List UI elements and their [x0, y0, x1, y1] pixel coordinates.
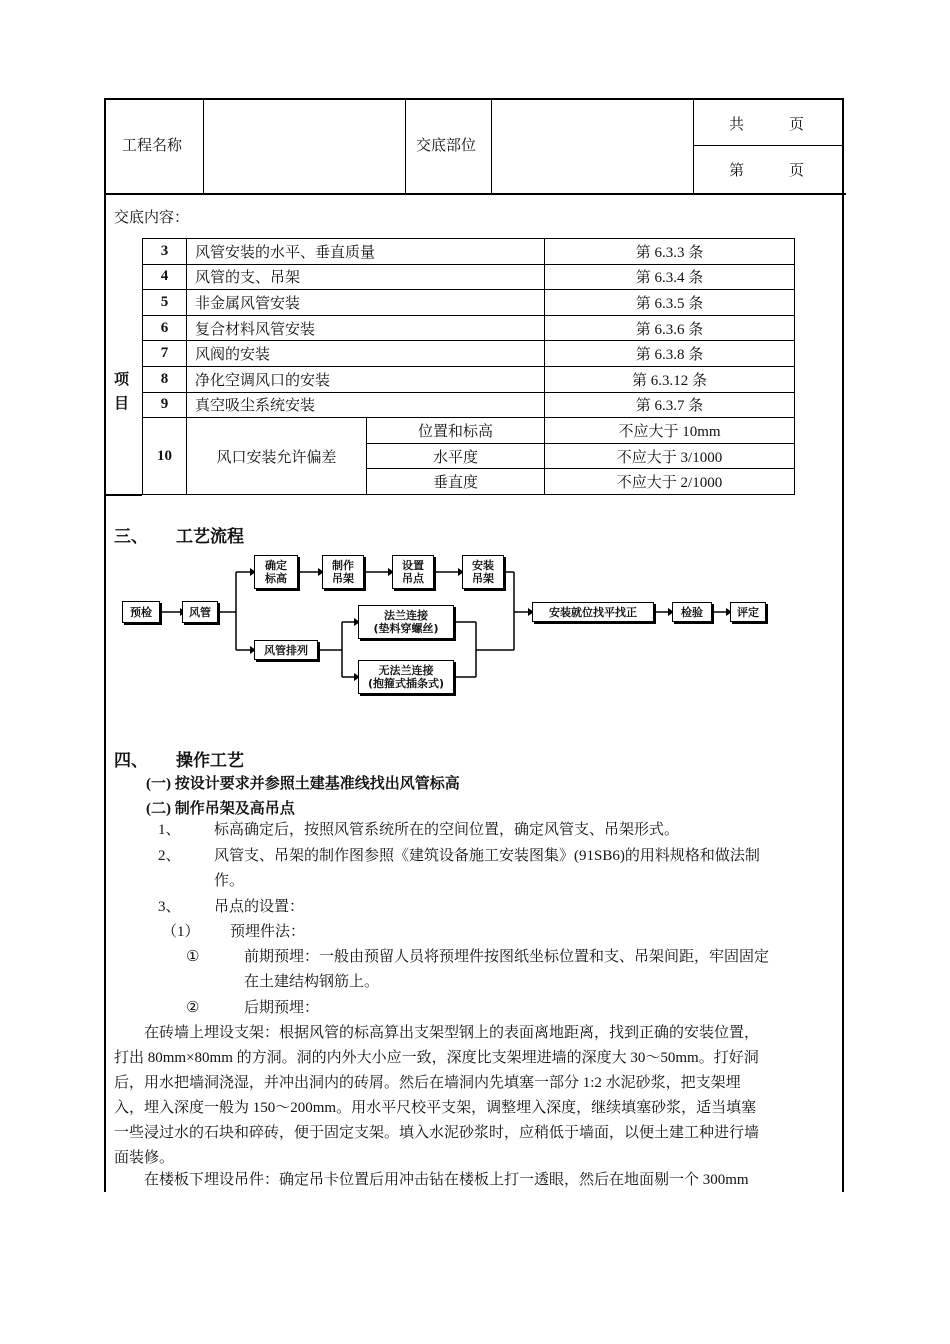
flow-step-yujian: 预检 [122, 601, 160, 623]
item-no: 8 [143, 366, 187, 392]
item-ref: 第 6.3.12 条 [545, 366, 795, 392]
flow-step-jiuwei: 安装就位找平找正 [532, 602, 654, 622]
item-name: 风管安装的水平、垂直质量 [187, 239, 545, 265]
paragraph-line: 面装修。 [114, 1150, 175, 1166]
tolerance-key: 位置和标高 [367, 418, 545, 444]
list-num-1: 1、 [158, 822, 181, 838]
tolerance-value: 不应大于 2/1000 [545, 469, 795, 495]
list-text-3: 吊点的设置： [214, 899, 305, 915]
flow-step-fengguan: 风管 [182, 601, 218, 623]
paragraph-line: 入，埋入深度一般为 150～200mm。用水平尺校平支架，调整埋入深度，继续填塞砂浆，适当填塞 [114, 1100, 757, 1116]
item-name: 真空吸尘系统安装 [187, 392, 545, 418]
flow-step-zhizuo: 制作 吊架 [322, 555, 364, 589]
items-label-char-2: 目 [114, 396, 130, 412]
flow-step-shezhi: 设置 吊点 [392, 555, 434, 589]
list-text-2: 风管支、吊架的制作图参照《建筑设备施工安装图集》(91SB6)的用料规格和做法制 [214, 848, 760, 864]
content-label: 交底内容： [114, 210, 190, 226]
paragraph-line: 后，用水把墙洞浇湿，并冲出洞内的砖屑。然后在墙洞内先填塞一部分 1:2 水泥砂浆，把支架埋 [114, 1075, 741, 1091]
item-no: 4 [143, 264, 187, 290]
paragraph-line: 在砖墙上埋设支架：根据风管的标高算出支架型钢上的表面离地距离，找到正确的安装位置， [114, 1025, 760, 1041]
item-name: 非金属风管安装 [187, 290, 545, 316]
flow-step-pailie: 风管排列 [254, 640, 318, 660]
circle-text-2: 后期预埋： [244, 1000, 320, 1016]
page-number: 第 页 [729, 163, 805, 179]
flow-step-falan: 法兰连接 (垫料穿螺丝) [358, 605, 454, 639]
flow-step-queding: 确定 标高 [254, 555, 298, 589]
item-name: 风管的支、吊架 [187, 264, 545, 290]
project-name-label: 工程名称 [122, 138, 183, 154]
paragraph-floor-slab: 在楼板下埋设吊件：确定吊卡位置后用冲击钻在楼板上打一透眼，然后在地面剔一个 300mm [114, 1172, 749, 1188]
section4-heading: 四、 操作工艺 [114, 751, 244, 770]
section3-heading: 三、 工艺流程 [114, 527, 244, 546]
tolerance-key: 水平度 [367, 443, 545, 469]
item-ref: 第 6.3.7 条 [545, 392, 795, 418]
item-name: 净化空调风口的安装 [187, 366, 545, 392]
tolerance-value: 不应大于 10mm [545, 418, 795, 444]
item-no: 3 [143, 239, 187, 265]
items-label-char-1: 项 [114, 372, 130, 388]
subheading-2: (二) 制作吊架及高吊点 [146, 801, 295, 817]
item-name: 风口安装允许偏差 [187, 418, 367, 495]
item-name: 复合材料风管安装 [187, 315, 545, 341]
item-ref: 第 6.3.5 条 [545, 290, 795, 316]
circle-num-1: ① [186, 949, 200, 965]
flow-step-jianyan: 检验 [672, 602, 712, 622]
flow-step-wufalan: 无法兰连接 (抱箍式插条式) [358, 660, 454, 694]
list-num-2: 2、 [158, 848, 181, 864]
tolerance-value: 不应大于 3/1000 [545, 443, 795, 469]
item-ref: 第 6.3.6 条 [545, 315, 795, 341]
flow-step-pingding: 评定 [730, 602, 766, 622]
list-text-1: 标高确定后，按照风管系统所在的空间位置，确定风管支、吊架形式。 [214, 822, 680, 838]
item-no: 7 [143, 341, 187, 367]
item-ref: 第 6.3.8 条 [545, 341, 795, 367]
item-name: 风阀的安装 [187, 341, 545, 367]
paragraph-line: 一些浸过水的石块和碎砖，便于固定支架。填入水泥砂浆时，应稍低于墙面，以便土建工种进行墙 [114, 1125, 760, 1141]
circle-text-1b: 在土建结构钢筋上。 [244, 974, 380, 990]
item-ref: 第 6.3.4 条 [545, 264, 795, 290]
sublist-num-1: （1） [162, 924, 200, 940]
item-no: 10 [143, 418, 187, 495]
circle-text-1a: 前期预埋：一般由预留人员将预埋件按图纸坐标位置和支、吊架间距，牢固固定 [244, 949, 770, 965]
item-no: 6 [143, 315, 187, 341]
subheading-1: (一) 按设计要求并参照土建基准线找出风管标高 [146, 776, 460, 792]
sublist-text-1: 预埋件法： [230, 924, 306, 940]
item-ref: 第 6.3.3 条 [545, 239, 795, 265]
paragraph-brick-wall [114, 1021, 842, 1171]
paragraph-line: 打出 80mm×80mm 的方洞。洞的内外大小应一致，深度比支架埋进墙的深度大 30～50mm。打好洞 [114, 1050, 759, 1066]
location-label: 交底部位 [416, 138, 477, 154]
item-no: 5 [143, 290, 187, 316]
tolerance-key: 垂直度 [367, 469, 545, 495]
flow-step-anzhuang: 安装 吊架 [462, 555, 504, 589]
item-no: 9 [143, 392, 187, 418]
circle-num-2: ② [186, 1000, 200, 1016]
list-num-3: 3、 [158, 899, 181, 915]
list-text-2b: 作。 [214, 873, 245, 889]
total-pages: 共 页 [729, 117, 805, 133]
